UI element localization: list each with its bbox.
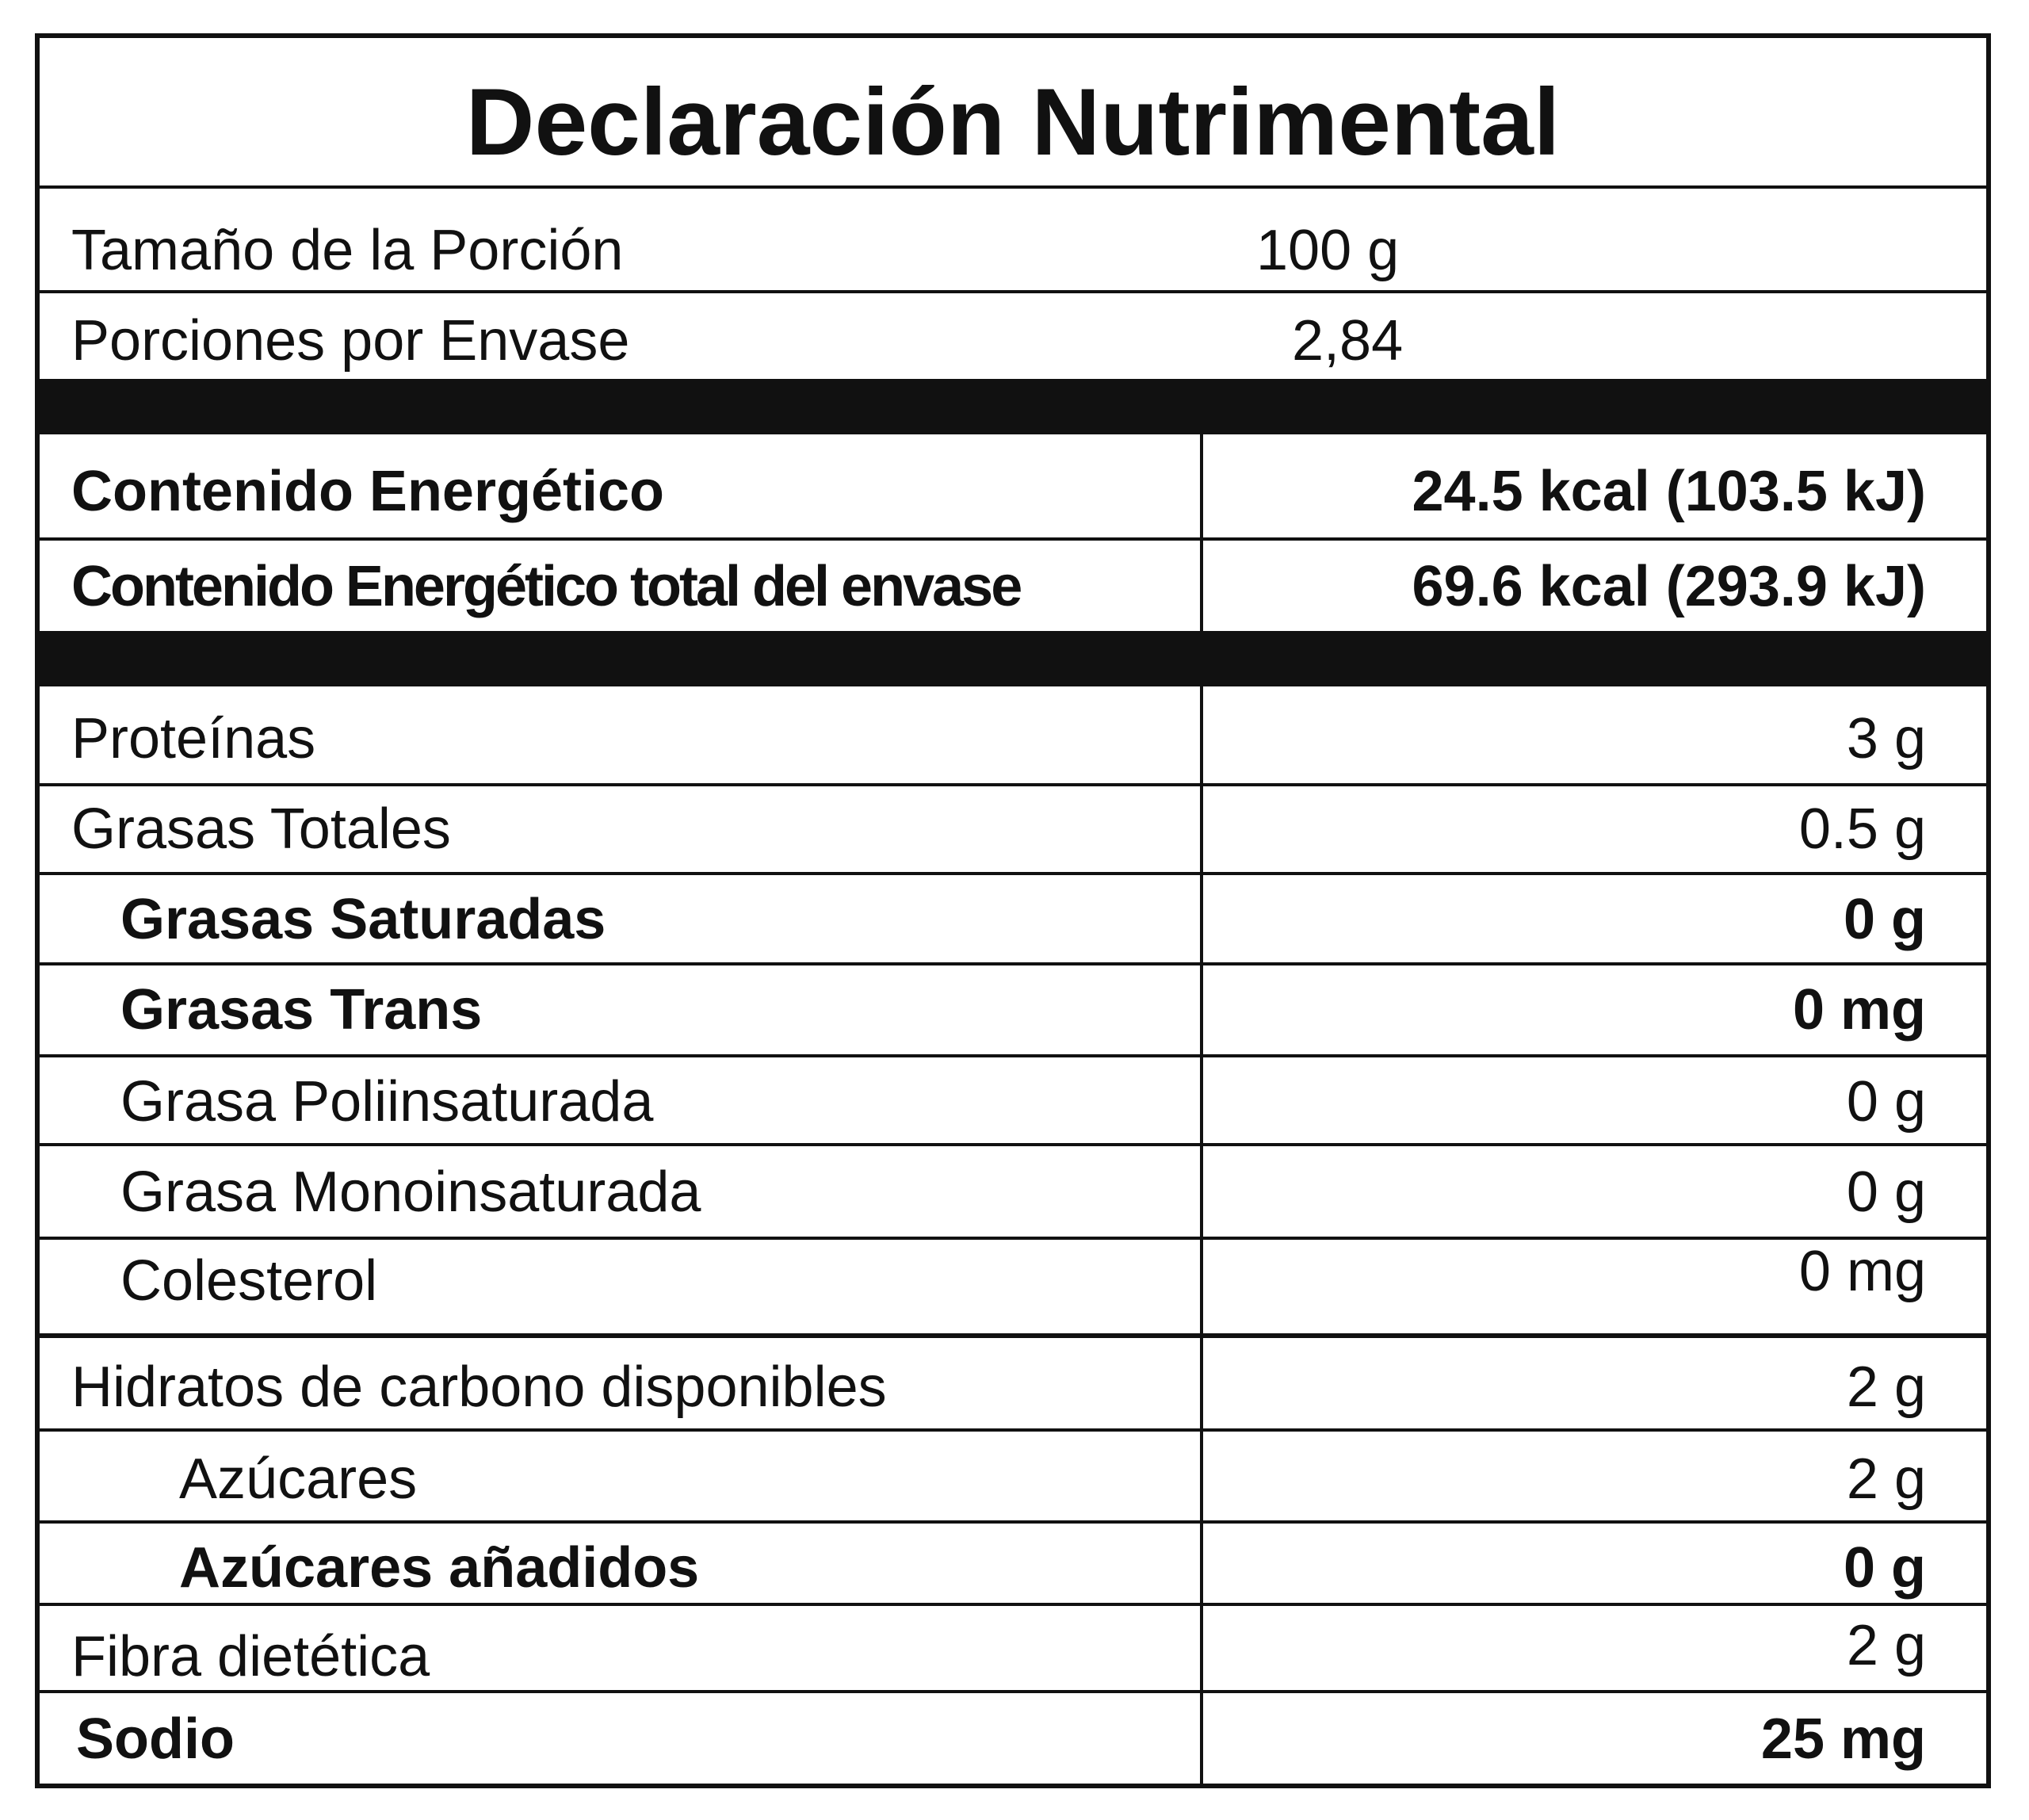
nutrient-value-added-sugars: 0 g [1843,1536,1926,1600]
serving-size-value: 100 g [1256,219,1400,282]
divider [40,1335,1986,1338]
divider [40,1603,1986,1606]
nutrient-label-proteins: Proteínas [71,707,316,770]
nutrient-label-polyunsaturated-fat: Grasa Poliinsaturada [120,1070,654,1134]
nutrient-value-polyunsaturated-fat: 0 g [1846,1070,1926,1134]
energy-value: 24.5 kcal (103.5 kJ) [1412,460,1926,523]
nutrient-value-monounsaturated-fat: 0 g [1846,1160,1926,1224]
nutrient-label-carbohydrates: Hidratos de carbono disponibles [71,1355,887,1419]
divider [40,185,1986,189]
nutrient-label-added-sugars: Azúcares añadidos [179,1536,700,1600]
serving-size-label: Tamaño de la Porción [71,219,624,282]
nutrient-label-monounsaturated-fat: Grasa Monoinsaturada [120,1160,701,1224]
divider [40,1428,1986,1432]
nutrient-label-fiber: Fibra dietética [71,1625,430,1688]
nutrient-value-sodium: 25 mg [1760,1707,1926,1771]
nutrient-label-sugars: Azúcares [179,1447,418,1511]
divider [40,1054,1986,1057]
divider [40,962,1986,965]
black-separator-band [40,379,1986,434]
divider [40,537,1986,541]
nutrient-value-cholesterol: 0 mg [1798,1240,1926,1303]
servings-per-container-label: Porciones por Envase [71,309,630,373]
nutrient-label-saturated-fat: Grasas Saturadas [120,888,606,951]
nutrition-facts-panel-lower [35,1338,1991,1788]
divider [40,783,1986,786]
black-separator-band [40,631,1986,686]
divider [40,290,1986,293]
column-divider [1200,1338,1203,1784]
nutrient-label-total-fat: Grasas Totales [71,797,451,861]
nutrient-value-total-fat: 0.5 g [1798,797,1926,861]
divider [40,1237,1986,1240]
energy-total-value: 69.6 kcal (293.9 kJ) [1412,555,1926,618]
nutrient-value-sugars: 2 g [1846,1447,1926,1511]
energy-label: Contenido Energético [71,460,665,523]
nutrient-value-fiber: 2 g [1846,1614,1926,1677]
nutrient-value-saturated-fat: 0 g [1843,888,1926,951]
nutrient-value-trans-fat: 0 mg [1792,978,1926,1042]
nutrition-facts-panel [35,33,1991,1338]
divider [40,1520,1986,1524]
nutrient-label-trans-fat: Grasas Trans [120,978,483,1042]
nutrient-label-cholesterol: Colesterol [120,1249,378,1313]
divider [40,1690,1986,1693]
servings-per-container-value: 2,84 [1292,309,1404,373]
nutrient-label-sodium: Sodio [76,1707,235,1771]
nutrient-value-carbohydrates: 2 g [1846,1355,1926,1419]
panel-title: Declaración Nutrimental [465,69,1561,175]
divider [40,1143,1986,1146]
nutrient-value-proteins: 3 g [1846,707,1926,770]
divider [40,872,1986,875]
column-divider [1200,434,1203,636]
energy-total-label: Contenido Energético total del envase [71,555,1021,618]
